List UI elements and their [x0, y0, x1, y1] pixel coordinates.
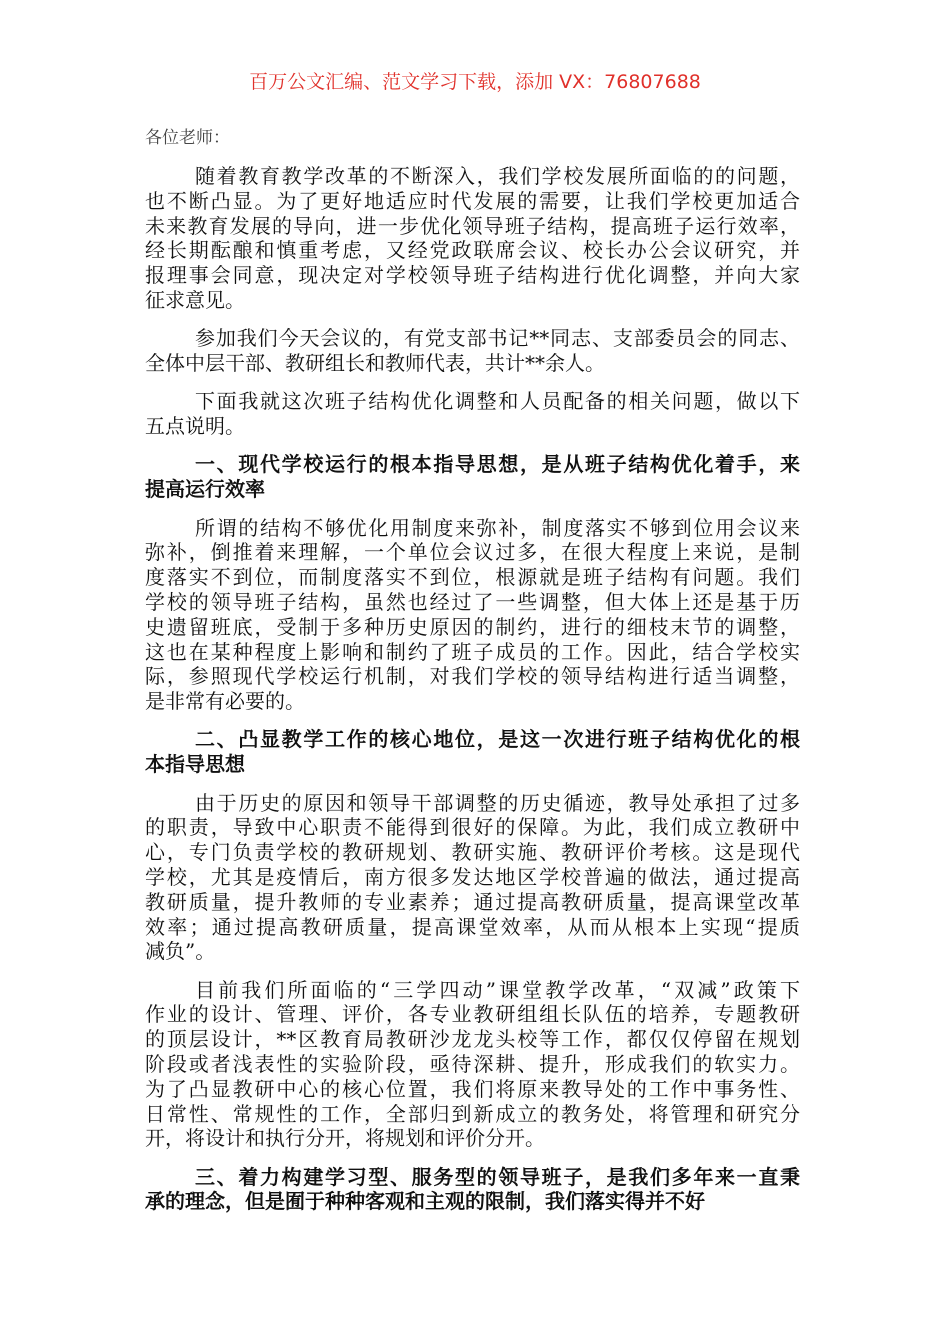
- text-line: 史遗留班底，受制于多种历史原因的制约，进行的细枝末节的调整，: [145, 614, 800, 639]
- text-line: 全体中层干部、教研组长和教师代表，共计**余人。: [145, 351, 605, 376]
- salutation: 各位老师：: [145, 128, 230, 148]
- text-line: 是非常有必要的。: [145, 689, 305, 714]
- text-line: 二、凸显教学工作的核心地位，是这一次进行班子结构优化的根: [195, 727, 800, 752]
- text-line: 目前我们所面临的“三学四动”课堂教学改革，“双减”政策下: [195, 977, 800, 1002]
- body-paragraph: [145, 978, 800, 1152]
- text-line: 未来教育发展的导向，进一步优化领导班子结构，提高班子运行效率，: [145, 213, 800, 238]
- body-paragraph: [145, 516, 800, 714]
- text-line: 度落实不到位，而制度落实不到位，根源就是班子结构有问题。我们: [145, 565, 800, 590]
- text-line: 参加我们今天会议的，有党支部书记**同志、支部委员会的同志、: [195, 326, 800, 351]
- section-heading: [145, 727, 800, 777]
- text-line: 经长期酝酿和慎重考虑，又经党政联席会议、校长办公会议研究，并: [145, 238, 800, 263]
- body-paragraph: [145, 164, 800, 313]
- text-line: 际，参照现代学校运行机制，对我们学校的领导结构进行适当调整，: [145, 664, 800, 689]
- section-heading: [145, 1165, 800, 1215]
- text-line: 随着教育教学改革的不断深入，我们学校发展所面临的的问题，: [195, 164, 800, 188]
- body-paragraph: [145, 326, 800, 376]
- text-line: 下面我就这次班子结构优化调整和人员配备的相关问题，做以下: [195, 389, 800, 414]
- text-line: 教研质量，提升教师的专业素养；通过提高教研质量，提高课堂改革: [145, 889, 800, 914]
- text-line: 的职责，导致中心职责不能得到很好的保障。为此，我们成立教研中: [145, 815, 800, 840]
- text-line: 弥补，倒推着来理解，一个单位会议过多，在很大程度上来说，是制: [145, 540, 800, 565]
- text-line: 提高运行效率: [145, 477, 265, 502]
- download-banner: 百万公文汇编、范文学习下载，添加 VX：76807688: [249, 71, 701, 93]
- body-paragraph: [145, 791, 800, 965]
- text-line: 承的理念，但是囿于种种客观和主观的限制，我们落实得并不好: [145, 1189, 705, 1214]
- text-line: 作业的设计、管理、评价，各专业教研组组长队伍的培养，专题教研: [145, 1002, 800, 1027]
- text-line: 本指导思想: [145, 752, 245, 777]
- text-line: 减负”。: [145, 939, 216, 964]
- body-paragraph: [145, 389, 800, 439]
- section-heading: [145, 452, 800, 502]
- text-line: 所谓的结构不够优化用制度来弥补，制度落实不够到位用会议来: [195, 515, 800, 540]
- paragraphs: [145, 164, 800, 1214]
- text-line: 阶段或者浅表性的实验阶段，亟待深耕、提升，形成我们的软实力。: [145, 1052, 800, 1076]
- document-body: [145, 126, 800, 1228]
- text-line: 一、现代学校运行的根本指导思想，是从班子结构优化着手，来: [195, 452, 800, 477]
- text-line: 征求意见。: [145, 287, 245, 312]
- text-line: 由于历史的原因和领导干部调整的历史循迹，教导处承担了过多: [195, 790, 800, 815]
- text-line: 五点说明。: [145, 414, 245, 439]
- text-line: 的顶层设计，**区教育局教研沙龙龙头校等工作，都仅仅停留在规划: [145, 1027, 800, 1052]
- text-line: 效率；通过提高教研质量，提高课堂效率，从而从根本上实现“提质: [145, 914, 800, 939]
- text-line: 为了凸显教研中心的核心位置，我们将原来教导处的工作中事务性、: [145, 1076, 800, 1101]
- text-line: 三、着力构建学习型、服务型的领导班子，是我们多年来一直秉: [195, 1164, 800, 1189]
- text-line: 学校，尤其是疫情后，南方很多发达地区学校普遍的做法，通过提高: [145, 864, 800, 889]
- text-line: 学校的领导班子结构，虽然也经过了一些调整，但大体上还是基于历: [145, 589, 800, 614]
- text-line: 报理事会同意，现决定对学校领导班子结构进行优化调整，并向大家: [145, 263, 800, 288]
- text-line: 心，专门负责学校的教研规划、教研实施、教研评价考核。这是现代: [145, 840, 800, 865]
- text-line: 这也在某种程度上影响和制约了班子成员的工作。因此，结合学校实: [145, 639, 800, 664]
- text-line: 开，将设计和执行分开，将规划和评价分开。: [145, 1126, 545, 1151]
- text-line: 日常性、常规性的工作，全部归到新成立的教务处，将管理和研究分: [145, 1101, 800, 1126]
- text-line: 也不断凸显。为了更好地适应时代发展的需要，让我们学校更加适合: [145, 188, 800, 213]
